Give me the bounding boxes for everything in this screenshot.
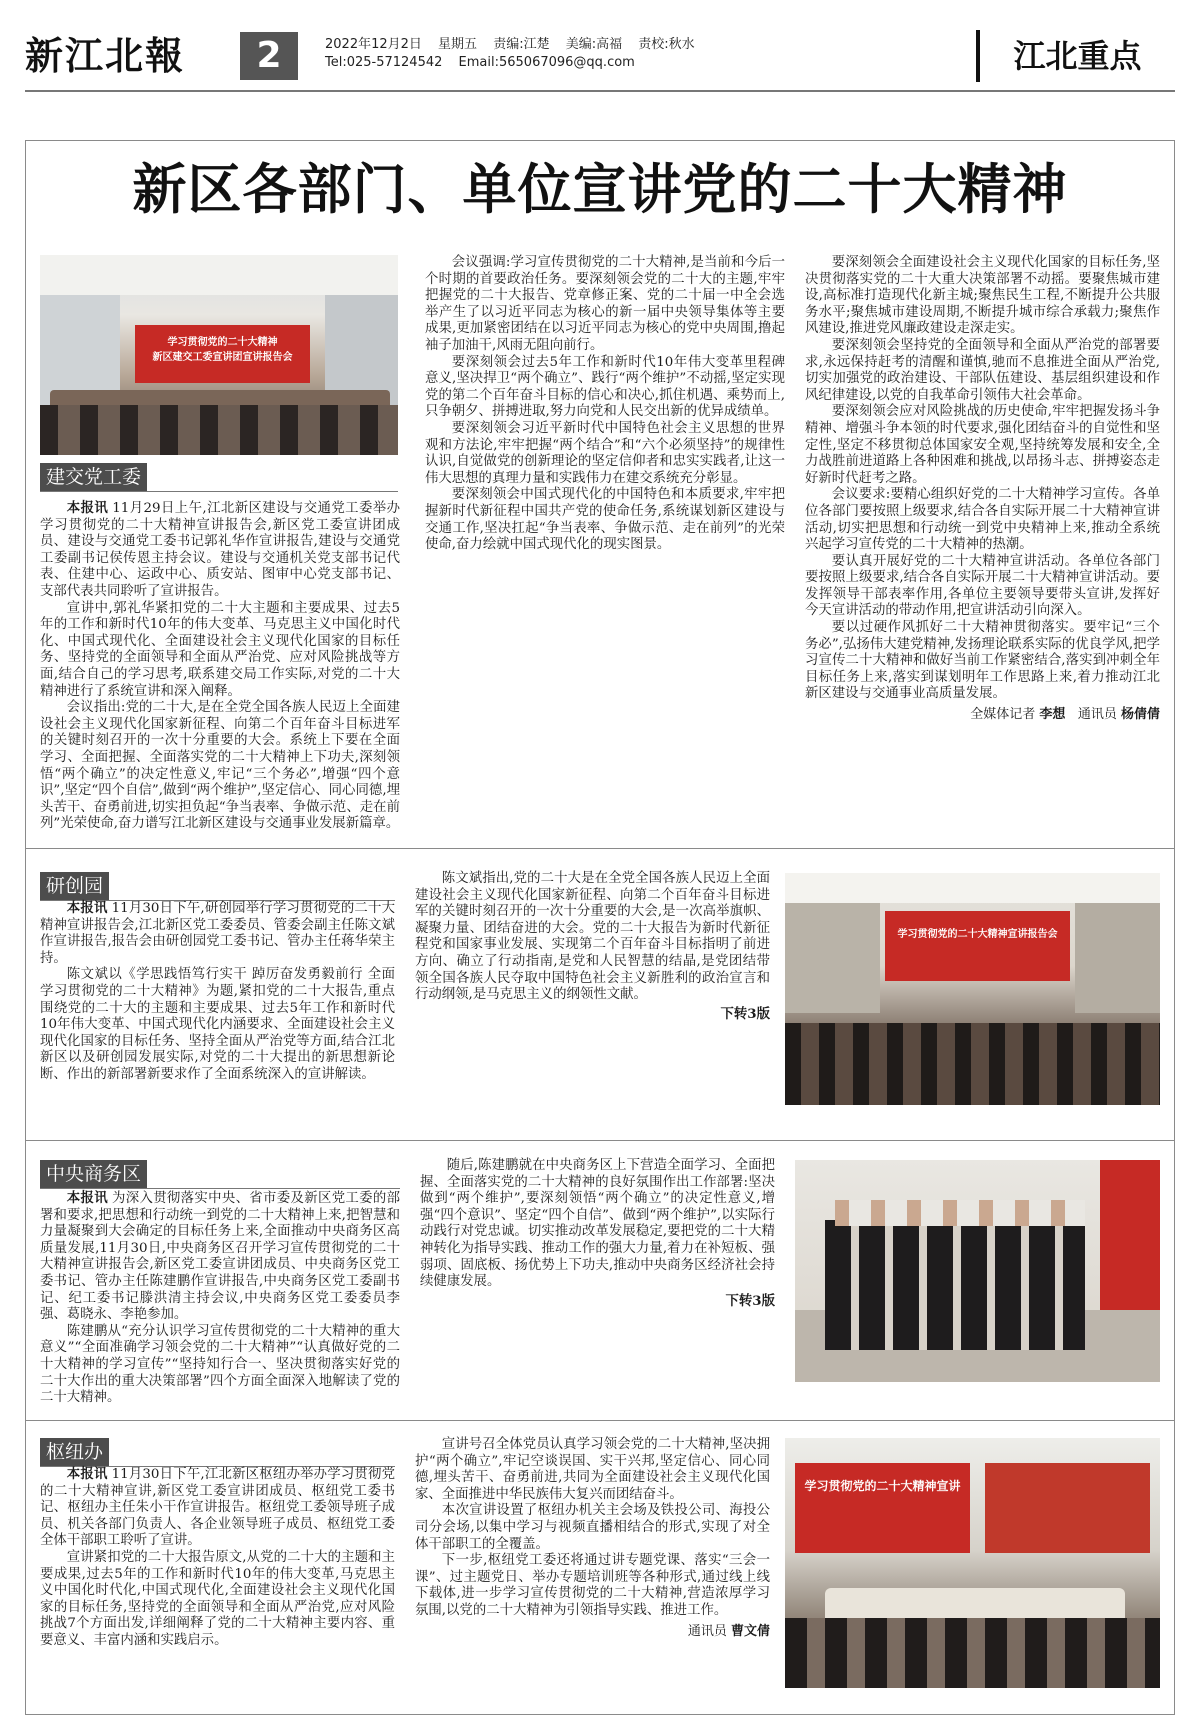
proofreader-credit: 责校:秋水 — [638, 37, 695, 52]
contact-email: Email:565067096@qq.com — [458, 55, 635, 70]
jianjiao-p2: 宣讲中,郭礼华紧扣党的二十大主题和主要成果、过去5年的工作和新时代10年的伟大变革、马克思主义中国化时代化、中国式现代化、全面建设社会主义现代化国家的目标任务、坚持党的全面领导和全面从严治党、应对风险挑战等方面,结合自己的学习思考,联系建交局工作实际,对党的二十大精神进行了系统宣讲和深入阐释。 — [40, 600, 400, 699]
jianjiao-p6: 要深刻领会习近平新时代中国特色社会主义思想的世界观和方法论,牢牢把握“两个结合”和“六个必须坚持”的规律性认识,自觉做党的创新理论的坚定信仰者和忠实实践者,让这一伟大思想的真理力量和实践伟力在建交系统充分彰显。 — [425, 420, 785, 486]
jianjiao-banner-line1: 学习贯彻党的二十大精神 — [167, 337, 278, 348]
zhongyang-lead: 本报讯 — [66, 1190, 108, 1206]
jianjiao-p4: 会议强调:学习宣传贯彻党的二十大精神,是当前和今后一个时期的首要政治任务。要深刻领会党的二十大的主题,牢牢把握党的二十大报告、党章修正案、党的二十届一中全会选举产生了以习近平同志为核心的新一届中央领导集体等主要成果,更加紧密团结在以习近平同志为核心的党中央周围,撸起袖子加油干,风雨无阻向前行。 — [425, 255, 785, 353]
jianjiao-tag-rule — [40, 491, 398, 492]
shuniu-p1: 11月30日下午,江北新区枢纽办举办学习贯彻党的二十大精神宣讲,新区党工委宣讲团成员、枢纽党工委书记、枢纽办主任朱小干作宣讲报告。枢纽党工委领导班子成员、机关各部门负责人、各企业领导班子成员、枢纽党工委全体干部职工聆听了宣讲。 — [40, 1467, 395, 1549]
zhongyang-col2 — [420, 1158, 775, 1309]
masthead-rule — [25, 90, 1175, 92]
jianjiao-p12: 要认真开展好党的二十大精神宣讲活动。各单位各部门要按照上级要求,结合各自实际开展二十大精神宣讲活动。要发挥领导干部表率作用,各单位主要领导要带头宣讲,发挥好今天宣讲活动的带动作用,把宣讲活动引向深入。 — [805, 553, 1160, 619]
byline-name: 曹文倩 — [730, 1623, 770, 1639]
shuniu-p4: 本次宣讲设置了枢纽办机关主会场及铁投公司、海投公司分会场,以集中学习与视频直播相结合的形式,实现了对全体干部职工的全覆盖。 — [415, 1503, 770, 1552]
jianjiao-col3 — [805, 255, 1160, 724]
section-title: 江北重点 — [976, 30, 1175, 82]
shuniu-banner: 学习贯彻党的二十大精神宣讲 — [804, 1479, 961, 1493]
byline-role: 全媒体记者 — [970, 707, 1036, 723]
section-divider — [25, 1420, 1175, 1421]
yanchuang-p3: 陈文斌指出,党的二十大是在全党全国各族人民迈上全面建设社会主义现代化国家新征程、向第二个百年奋斗目标进军的关键时刻召开的一次十分重要的大会,是一次高举旗帜、凝聚力量、团结奋进的大会。党的二十大报告为新时代新征程党和国家事业发展、实现第二个百年奋斗目标指明了前进方向、确立了行动指南,是党和人民智慧的结晶,是党团结带领全国各族人民夺取中国特色社会主义新胜利的政治宣言和行动纲领,是马克思主义的纲领性文献。 — [415, 871, 770, 1003]
jianjiao-lead: 本报讯 — [66, 500, 109, 516]
zhongyang-tag-rule — [40, 1188, 400, 1189]
yanchuang-p2: 陈文斌以《学思践悟笃行实干 踔厉奋发勇毅前行 全面学习贯彻党的二十大精神》为题,紧扣党的二十大报告,重点围绕党的二十大的主题和主要成果、过去5年工作和新时代10年伟大变革、中国式现代化内涵要求、全面建设社会主义现代化国家的目标任务、坚持全面从严治党等方面,结合江北新区以及研创园发展实际,对党的二十大提出的新思想新论断、作出的新部署新要求作了全面系统深入的宣讲解读。 — [40, 967, 395, 1082]
zhongyang-p2: 陈建鹏从“充分认识学习宣传贯彻党的二十大精神的重大意义”“全面准确学习领会党的二十大精神”“认真做好党的二十大精神的学习宣传”“坚持知行合一、坚决贯彻落实好党的二十大作出的重大决策部署”四个方面全面深入地解读了党的二十大精神。 — [40, 1323, 400, 1406]
jianjiao-tag: 建交党工委 — [40, 463, 147, 491]
jianjiao-p9: 要深刻领会坚持党的全面领导和全面从严治党的部署要求,永远保持赶考的清醒和谨慎,驰而不息推进全面从严治党,切实加强党的政治建设、干部队伍建设、基层组织建设和作风纪律建设,以党的自我革命引领伟大社会革命。 — [805, 337, 1160, 403]
newspaper-logo: 新江北報 — [25, 33, 186, 78]
shuniu-p2: 宣讲紧扣党的二十大报告原文,从党的二十大的主题和主要成果,过去5年的工作和新时代10年的伟大变革,马克思主义中国化时代化,中国式现代化,全面建设社会主义现代化国家的目标任务,坚持党的全面领导和全面从严治党,应对风险挑战7个方面出发,详细阐释了党的二十大精神主要内容、重要意义、丰富内涵和实践启示。 — [40, 1549, 395, 1648]
shuniu-col2 — [415, 1437, 770, 1640]
yanchuang-p1: 11月30日下午,研创园举行学习贯彻党的二十大精神宣讲报告会,江北新区党工委委员、管委会副主任陈文斌作宣讲报告,报告会由研创园党工委书记、管办主任蒋华荣主持。 — [40, 901, 395, 966]
jianjiao-meeting-photo — [40, 255, 398, 455]
byline-name: 李想 — [1039, 707, 1066, 723]
byline-name: 杨倩倩 — [1120, 707, 1160, 723]
masthead-info — [325, 36, 707, 72]
contact-tel: Tel:025-57124542 — [325, 55, 443, 70]
yanchuang-tag: 研创园 — [40, 872, 109, 900]
shuniu-p5: 下一步,枢纽党工委还将通过讲专题党课、落实“三会一课”、过主题党日、举办专题培训班等各种形式,通过线上线下载体,进一步学习宣传贯彻党的二十大精神,营造浓厚学习氛围,以党的二十大精神为引领指导实践、推进工作。 — [415, 1553, 770, 1618]
jianjiao-p3: 会议指出:党的二十大,是在全党全国各族人民迈上全面建设社会主义现代化国家新征程、向第二个百年奋斗目标进军的关键时刻召开的一次十分重要的大会。系统上下要在全面学习、全面把握、全面落实党的二十大精神上下功夫,深刻领悟“两个确立”的决定性意义,牢记“三个务必”,增强“四个意识”,坚定“四个自信”,做到“两个维护”,坚定信心、同心同德,埋头苦干、奋勇前进,切实担负起“争当表率、争做示范、走在前列”光荣使命,奋力谱写江北新区建设与交通事业发展新篇章。 — [40, 700, 400, 832]
shuniu-tag-wrap — [40, 1438, 109, 1466]
byline-role: 通讯员 — [1077, 707, 1117, 723]
zhongyang-tag: 中央商务区 — [40, 1160, 147, 1188]
shuniu-byline — [415, 1624, 770, 1641]
section-divider — [25, 1140, 1175, 1141]
page-headline: 新区各部门、单位宣讲党的二十大精神 — [132, 158, 1068, 221]
jianjiao-p1: 11月29日上午,江北新区建设与交通党工委举办学习贯彻党的二十大精神宣讲报告会,新区党工委宣讲团成员、建设与交通党工委书记郭礼华作宣讲报告,建设与交通党工委副书记侯传恩主持会议。建设与交通机关党支部书记代表、住建中心、运政中心、质安站、图审中心党支部书记、支部代表共同聆听了宣讲报告。 — [40, 501, 400, 599]
zhongyang-tag-wrap — [40, 1160, 147, 1188]
designer-credit: 美编:高福 — [565, 37, 623, 52]
yanchuang-meeting-photo — [785, 873, 1160, 1105]
section-divider — [25, 848, 1175, 849]
shuniu-col1 — [40, 1466, 395, 1650]
zhongyang-p1: 为深入贯彻落实中央、省市委及新区党工委的部署和要求,把思想和行动统一到党的二十大精神上来,把智慧和力量凝聚到大会确定的目标任务上来,全面推动中央商务区高质量发展,11月30日,中央商务区召开学习宣传贯彻党的二十大精神宣讲报告会,新区党工委宣讲团成员、中央商务区党工委书记、管办主任陈建鹏作宣讲报告,中央商务区党工委副书记、纪工委书记滕洪清主持会议,中央商务区党工委委员李强、葛晓永、李艳参加。 — [40, 1191, 401, 1323]
yanchuang-col2 — [415, 871, 770, 1022]
page-number: 2 — [240, 32, 298, 80]
masthead — [25, 30, 1175, 82]
yanchuang-banner: 学习贯彻党的二十大精神宣讲报告会 — [897, 929, 1058, 940]
shuniu-lead: 本报讯 — [66, 1466, 108, 1482]
shuniu-meeting-photo — [785, 1438, 1160, 1688]
jianjiao-col2 — [425, 255, 785, 554]
yanchuang-continued: 下转3版 — [720, 1005, 770, 1022]
jianjiao-tag-wrap — [40, 463, 147, 491]
jianjiao-p7: 要深刻领会中国式现代化的中国特色和本质要求,牢牢把握新时代新征程中国共产党的使命任务,系统谋划新区建设与交通工作,坚决扛起“争当表率、争做示范、走在前列”的光荣使命,奋力绘就中国式现代化的现实图景。 — [425, 487, 785, 553]
jianjiao-banner-line2: 新区建交工委宣讲团宣讲报告会 — [152, 352, 293, 363]
yanchuang-lead: 本报讯 — [66, 900, 108, 916]
shuniu-p3: 宣讲号召全体党员认真学习领会党的二十大精神,坚决拥护“两个确立”,牢记空谈误国、实干兴邦,坚定信心、同心同德,埋头苦干、奋勇前进,共同为全面建设社会主义现代化国家、全面推进中华民族伟大复兴而团结奋斗。 — [415, 1437, 770, 1502]
issue-weekday: 星期五 — [438, 37, 478, 52]
zhongyang-continued: 下转3版 — [725, 1292, 775, 1309]
jianjiao-p11: 会议要求:要精心组织好党的二十大精神学习宣传。各单位各部门要按照上级要求,结合各自实际开展二十大精神宣讲活动,切实把思想和行动统一到党中央精神上来,推动全系统兴起学习宣传党的二十大精神的热潮。 — [805, 487, 1160, 553]
editor-credit: 责编:江楚 — [493, 37, 550, 52]
jianjiao-col1 — [40, 500, 400, 833]
zhongyang-p3: 随后,陈建鹏就在中央商务区上下营造全面学习、全面把握、全面落实党的二十大精神的良好氛围作出工作部署:坚决做到“两个维护”,要深刻领悟“两个确立”的决定性意义,增强“四个意识”、坚定“四个自信”、做到“两个维护”,以实际行动践行对党忠诚。切实推动改革发展稳定,要把党的二十大精神转化为指导实践、推动工作的强大力量,着力在补短板、强弱项、固底板、扬优势上下功夫,推动中央商务区经济社会持续健康发展。 — [420, 1158, 775, 1290]
yanchuang-col1 — [40, 900, 395, 1084]
zhongyang-col1 — [40, 1190, 400, 1407]
byline-role: 通讯员 — [687, 1623, 727, 1639]
jianjiao-p5: 要深刻领会过去5年工作和新时代10年伟大变革里程碑意义,坚决捍卫“两个确立”、践行“两个维护”不动摇,坚定实现党的第二个百年奋斗目标的信心和决心,抓住机遇、乘势而上,只争朝夕、拼搏进取,努力向党和人民交出新的优异成绩单。 — [425, 354, 785, 420]
jianjiao-byline — [805, 707, 1160, 724]
jianjiao-p10: 要深刻领会应对风险挑战的历史使命,牢牢把握发扬斗争精神、增强斗争本领的时代要求,强化团结奋斗的自觉性和坚定性,坚定不移贯彻总体国家安全观,坚持统筹发展和安全,全力战胜前进道路上各种困难和挑战,以昂扬斗志、拼搏姿态走好新时代赶考之路。 — [805, 404, 1160, 486]
issue-date: 2022年12月2日 — [325, 37, 422, 52]
shuniu-tag: 枢纽办 — [40, 1438, 109, 1466]
jianjiao-p13: 要以过硬作风抓好二十大精神贯彻落实。要牢记“三个务必”,弘扬伟大建党精神,发扬理论联系实际的优良学风,把学习宣传二十大精神和做好当前工作紧密结合,落实到冲刺全年目标任务上来,落实到谋划明年工作思路上来,着力推动江北新区建设与交通事业高质量发展。 — [805, 620, 1160, 702]
zhongyang-oath-photo — [795, 1160, 1160, 1382]
yanchuang-tag-wrap — [40, 872, 109, 900]
jianjiao-p8: 要深刻领会全面建设社会主义现代化国家的目标任务,坚决贯彻落实党的二十大重大决策部署不动摇。要聚焦城市建设,高标准打造现代化新主城;聚焦民生工程,不断提升公共服务水平;聚焦城市建设周期,不断提升城市综合承载力;聚焦作风建设,推进党风廉政建设走深走实。 — [805, 255, 1160, 337]
